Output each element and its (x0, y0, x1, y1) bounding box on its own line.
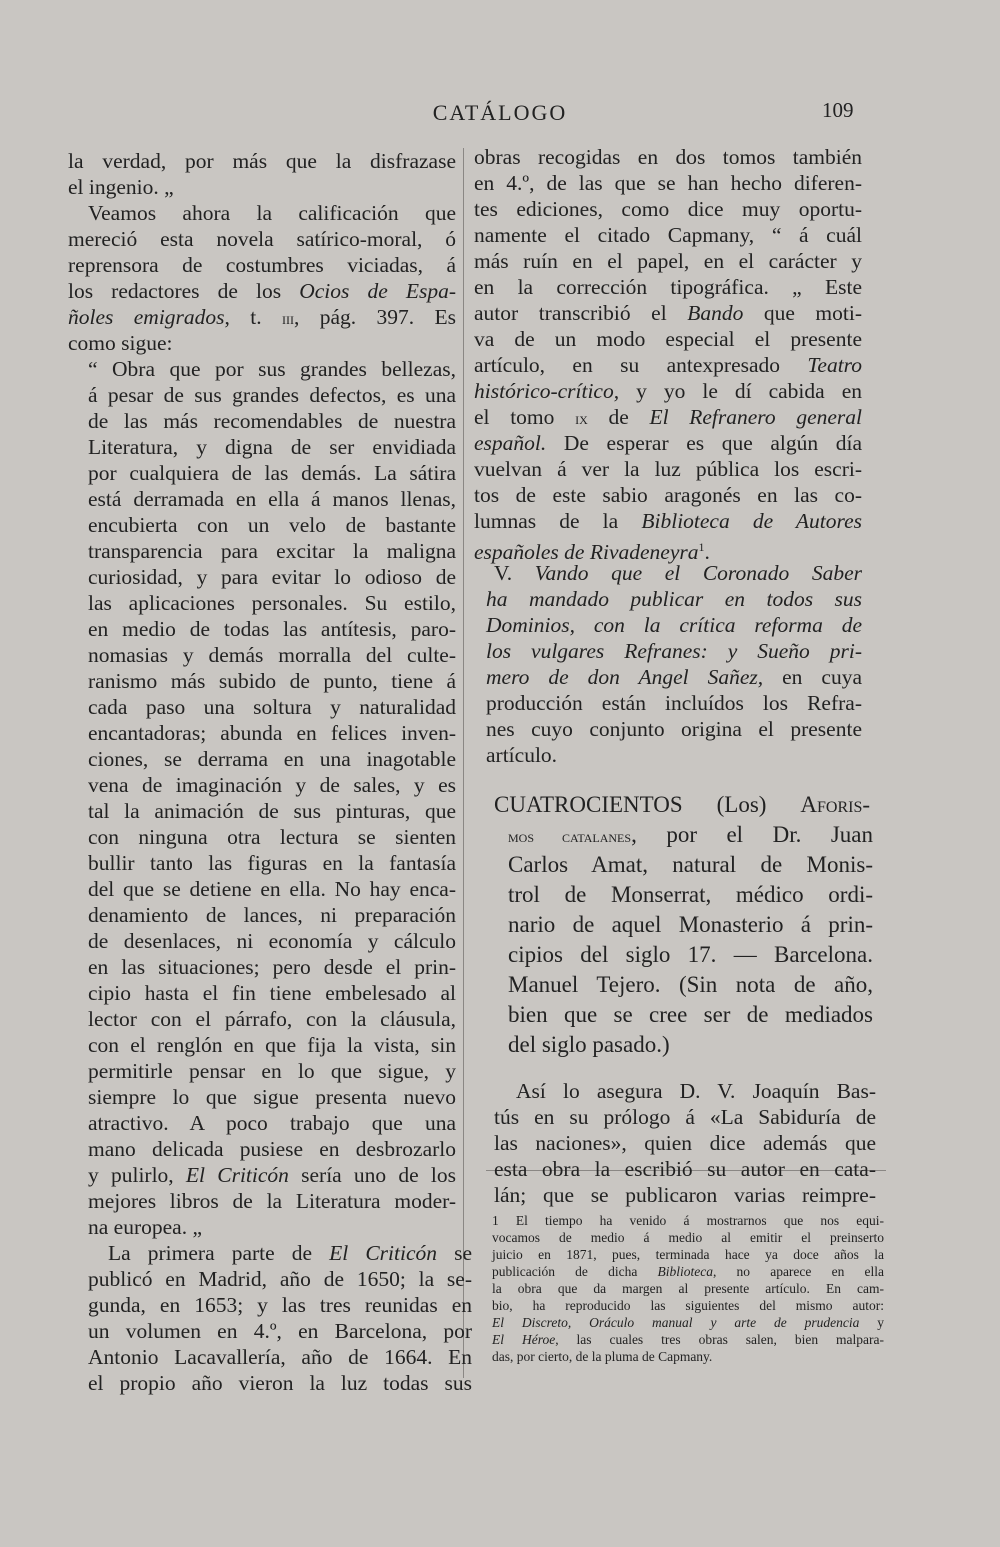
text-line: Literatura, y digna de ser envidiada (88, 435, 456, 459)
text-line: las naciones», quien dice además que (494, 1131, 876, 1155)
footnote-line: bio, ha reproducido las siguientes del mismo autor: (492, 1298, 884, 1313)
text-line: cipio hasta el fin tiene embelesado al (88, 981, 456, 1005)
text-line: de desenlaces, ni economía y cálculo (88, 929, 456, 953)
entry-line: Manuel Tejero. (Sin nota de año, (508, 972, 873, 997)
text-line: los redactores de los Ocios de Espa- (68, 279, 456, 303)
text-line: á pesar de sus grandes defectos, es una (88, 383, 456, 407)
text-line: por cualquiera de las demás. La sátira (88, 461, 456, 485)
text-line: mejores libros de la Literatura moder- (88, 1189, 456, 1213)
text-line: reprensora de costumbres viciadas, á (68, 253, 456, 277)
text-line: tes ediciones, como dice muy oportu- (474, 197, 862, 221)
text-line: nomasias y demás morralla del culte- (88, 643, 456, 667)
text-line: en la corrección tipográfica. „ Este (474, 275, 862, 299)
footnote-line: juicio en 1871, pues, terminada hace ya doce años la (492, 1247, 884, 1262)
text-line: tal la animación de sus pinturas, que (88, 799, 456, 823)
text-line: autor transcribió el Bando que moti- (474, 301, 863, 325)
text-line: gunda, en 1653; y las tres reunidas en (88, 1293, 472, 1317)
text-line: el propio año vieron la luz todas sus (88, 1371, 472, 1395)
text-line: ranismo más subido de punto, tiene á (88, 669, 456, 693)
text-line: tús en su prólogo á «La Sabiduría de (494, 1105, 876, 1129)
text-line: atractivo. A poco trabajo que una (88, 1111, 456, 1135)
text-line: en las situaciones; pero desde el prin- (88, 955, 456, 979)
text-line: artículo. (486, 743, 558, 767)
entry-heading-line: mos catalanes, por el Dr. Juan (508, 822, 873, 847)
text-line: denamiento de lances, ni preparación (88, 903, 456, 927)
text-line: tos de este sabio aragonés en las co- (474, 483, 862, 507)
text-line: mero de don Angel Sañez, en cuya (486, 665, 862, 689)
text-line: más ruín en el papel, en el carácter y (474, 249, 862, 273)
text-line: va de un modo especial el presente (474, 327, 862, 351)
text-line: lumnas de la Biblioteca de Autores (474, 509, 862, 533)
text-line: Así lo asegura D. V. Joaquín Bas- (516, 1079, 876, 1103)
text-line: permitirle pensar en lo que sigue, y (88, 1059, 456, 1083)
text-line: namente el citado Capmany, “ á cuál (474, 223, 862, 247)
text-line: lán; que se publicaron varias reimpre- (494, 1183, 876, 1207)
text-line: cada paso una soltura y naturalidad (88, 695, 456, 719)
text-line: bullir tanto las figuras en la fantasía (88, 851, 456, 875)
entry-line: cipios del siglo 17. — Barcelona. (508, 942, 873, 967)
text-line: español. De esperar es que algún día (474, 431, 862, 455)
text-line: en 4.º, de las que se han hecho diferen- (474, 171, 862, 195)
footnote-line: 1 El tiempo ha venido á mostrarnos que nos equi- (492, 1213, 884, 1228)
text-line: españoles de Rivadeneyra$^1$. (474, 540, 710, 565)
footnote-line: publicación de dicha Biblioteca, no aparece en ella (492, 1264, 884, 1279)
entry-line: trol de Monserrat, médico ordi- (508, 882, 873, 907)
footnote-line: vocamos de medio á medio al emitir el preinserto (492, 1230, 884, 1245)
footnote-line: la obra que da margen al presente artículo. En cam- (492, 1281, 884, 1296)
text-line: en medio de todas las antítesis, paro- (88, 617, 456, 641)
text-line: La primera parte de El Criticón se (108, 1241, 472, 1265)
text-line: artículo, en su antexpresado Teatro (474, 353, 862, 377)
text-line: la verdad, por más que la disfrazase (68, 149, 456, 173)
text-line: un volumen en 4.º, en Barcelona, por (88, 1319, 472, 1343)
text-line: mano delicada pusiese en desbrozarlo (88, 1137, 456, 1161)
text-line: de las más recomendables de nuestra (88, 409, 456, 433)
text-line: con el renglón en que fija la vista, sin (88, 1033, 456, 1057)
text-line: na europea. „ (88, 1215, 202, 1239)
text-line: como sigue: (68, 331, 173, 355)
text-line: ciones, se derrama en una inagotable (88, 747, 456, 771)
text-line: V. Vando que el Coronado Saber (494, 561, 862, 585)
text-line: ha mandado publicar en todos sus (486, 587, 862, 611)
text-line: esta obra la escribió su autor en cata- (494, 1157, 876, 1181)
text-line: nes cuyo conjunto origina el presente (486, 717, 862, 741)
text-line: las aplicaciones personales. Su estilo, (88, 591, 456, 615)
text-line: encantadoras; abunda en felices inven- (88, 721, 456, 745)
text-line: histórico-crítico, y yo le dí cabida en (474, 379, 862, 403)
running-header: CATÁLOGO (432, 100, 568, 125)
page-number: 109 (822, 98, 854, 122)
entry-heading: CUATROCIENTOS (Los) Aforis- (494, 792, 870, 817)
text-line: producción están incluídos los Refra- (486, 691, 862, 715)
entry-line: nario de aquel Monasterio á prin- (508, 912, 873, 937)
text-line: “ Obra que por sus grandes bellezas, (88, 357, 456, 381)
text-line: obras recogidas en dos tomos también (474, 145, 862, 169)
text-line: el ingenio. „ (68, 175, 174, 199)
text-line: vena de imaginación y de sales, y es (88, 773, 456, 797)
entry-line: bien que se cree ser de mediados (508, 1002, 873, 1027)
text-line: está derramada en ella á manos llenas, (88, 487, 456, 511)
text-line: publicó en Madrid, año de 1650; la se- (88, 1267, 472, 1291)
text-line: y pulirlo, El Criticón sería uno de los (88, 1163, 456, 1187)
text-line: el tomo ix de El Refranero general (474, 405, 862, 429)
text-line: ñoles emigrados, t. iii, pág. 397. Es (68, 305, 456, 329)
text-line: transparencia para excitar la maligna (88, 539, 456, 563)
text-line: curiosidad, y para evitar lo odioso de (88, 565, 456, 589)
text-line: con ninguna otra lectura se sienten (88, 825, 456, 849)
text-line: Antonio Lacavallería, año de 1664. En (88, 1345, 472, 1369)
text-line: siempre lo que sigue presenta nuevo (88, 1085, 456, 1109)
text-line: lector con el párrafo, con la cláusula, (88, 1007, 456, 1031)
text-line: mereció esta novela satírico-moral, ó (68, 227, 456, 251)
text-line: vuelvan á ver la luz pública los escri- (474, 457, 862, 481)
footnote-line: El Discreto, Oráculo manual y arte de prudencia y (492, 1315, 885, 1330)
text-line: Veamos ahora la calificación que (88, 201, 456, 225)
text-line: los vulgares Refranes: y Sueño pri- (486, 639, 862, 663)
footnote-line: das, por cierto, de la pluma de Capmany. (492, 1349, 713, 1364)
text-line: Dominios, con la crítica reforma de (486, 613, 862, 637)
text-line: del que se detiene en ella. No hay enca- (88, 877, 456, 901)
entry-line: Carlos Amat, natural de Monis- (508, 852, 873, 877)
footnote-line: El Héroe, las cuales tres obras salen, bien malpara- (492, 1332, 884, 1347)
entry-line: del siglo pasado.) (508, 1032, 670, 1057)
text-line: encubierta con un velo de bastante (88, 513, 456, 537)
